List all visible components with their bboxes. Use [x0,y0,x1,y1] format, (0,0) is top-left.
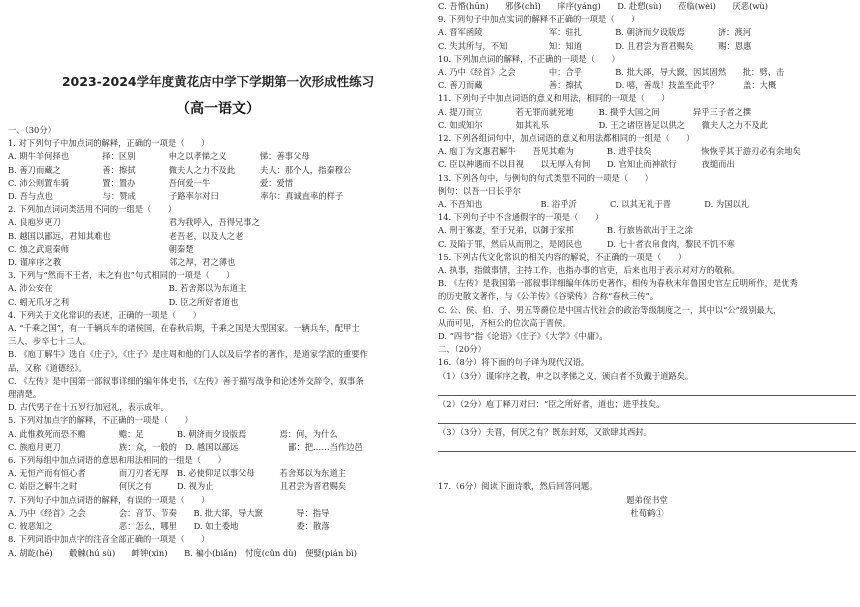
text-line: B. 《左传》是我国第一部叙事详细编年体历史著作，相传为春秋末年鲁国史官左丘明所作，是优秀 [438,278,798,289]
text-line: 13. 下列各句中，与例句的句式类型不同的一项是（ ） [438,172,653,183]
text-line: C. 公、侯、伯、子、男五等爵位是中国古代社会的政治等级制度之一，其中以“公”级别最大， [438,304,782,315]
text-line: 15. 下列古代文化常识的相关内容的解说，不正确的一项是（ ） [438,251,687,262]
text-line: D. “四书”指《论语》《庄子》《大学》《中庸》。 [438,331,608,342]
text-line: 11. 下列句子中加点词语的意义和用法，相同的一项是（ ） [438,93,670,104]
text-line: 5. 下列对加点字的解释，不正确的一项是（ ） [8,415,193,426]
text-line: 品，又称《道德经》。 [8,362,87,373]
text-line: C. 蚓无爪牙之利 D. 臣之所好者道也 [8,296,239,307]
text-line: 16.（8分）将下面的句子译为现代汉语。 [438,357,590,368]
text-line: A. 执事，指做事情，主持工作，也指办事的官吏，后来也用于表示对对方的敬称。 [438,265,740,276]
text-line: A. 不吾知也 B. 浴乎沂 C. 以其无礼于晋 D. 为国以礼 [438,199,750,210]
text-line: A. 乃中《经首》之会 会：音节、节奏 B. 批大郤，导大窾 导：指导 [8,507,330,518]
right-question-list [438,0,856,383]
text-line: 8. 下列词语中加点字的注音全部正确的一项是（ ） [8,534,210,545]
text-line: 10. 下列加点词的解释，不正确的一项是（ ） [438,53,620,64]
text-line: 9. 下列句子中加点实词的解释不正确的一项是（ ） [438,14,640,25]
poem-author: 杜荀鹤① [630,507,664,518]
text-line: A. 期牛羊何择也 择：区别 申之以孝悌之义 悌：善事父母 [8,151,310,162]
answer-line[interactable] [438,411,856,424]
text-line: 3. 下列与“然而不王者，未之有也”句式相同的一项是（ ） [8,270,235,281]
text-line: C. 善刀而藏 善：擦拭 D. 嘻，善哉！技盖至此乎？ 盖：大概 [438,80,777,91]
text-line: C. 沛公则置车骑 置：置办 吾何爱一牛 爱：爱惜 [8,177,294,188]
left-column [8,0,428,607]
text-line: C. 臣以神遇而不以目视 以无厚入有间 D. 官知止而神欲行 夜缒而出 [438,159,735,170]
page-subtitle: （高一语文） [176,101,260,117]
text-line: A. 庖丁为文惠君解牛 吾见其难为 B. 进乎技矣 恢恢乎其于游刃必有余地矣 [438,146,801,157]
text-line: B. 善刀而藏之 善：擦拭 微夫人之力不及此 夫人：那个人，指秦穆公 [8,164,352,175]
text-line: （3）（3分）夫晋，何厌之有？既东封郑，又欲肆其西封。 [438,427,652,438]
text-line: C. 如或知尔 如其礼乐 D. 王之诸臣皆足以供之 微夫人之力不及此 [438,119,768,130]
text-line: 一、（30分） [8,125,56,135]
text-line: 7. 下列句子中加点词语的解释，有误的一项是（ ） [8,494,210,505]
right-column [438,0,856,607]
right-question-list-c [438,426,856,439]
text-line: B. 《庖丁解牛》选自《庄子》，《庄子》是庄周和他的门人以及后学者的著作，是道家学派的重要作 [8,349,368,360]
text-line: 理清楚。 [8,389,42,400]
page-title: 2023-2024学年度黄花店中学下学期第一次形成性练习 [61,74,375,89]
text-line: A. 提刀而立 若无罪而就死地 B. 摄乎大国之间 异乎三子者之撰 [438,106,752,117]
text-line: A. 胡龁(hé) 觳觫(hú sù) 衅钟(xìn) B. 褊小(biǎn) 忖度(cǔn dù) 便嬖(pián bì) [8,547,358,558]
text-line: C. 烛之武退秦师 朝秦楚 [8,243,194,254]
text-line: C. 族庖月更刀 族：众，一般的 D. 越国以鄙远 鄙：把……当作边邑 [8,441,363,452]
text-line: 1. 对下列句子中加点词的解释，正确的一项是（ ） [8,138,210,149]
text-line: B. 越国以鄙远，君知其难也 老吾老，以及人之老 [8,230,244,241]
text-line: 二、（20分） [438,344,486,355]
answer-line[interactable] [438,383,856,396]
text-line: 4. 下列关于文化常识的表述，正确的一项是（ ） [8,309,202,320]
text-line: A. 刑于寡妻，至于兄弟，以御于家邦 B. 行旅皆欲出于王之涂 [438,225,693,236]
text-line: D. 吾与点也 与：赞成 子路率尔对曰 率尔：真诚直率的样子 [8,191,344,202]
text-line: 2. 下列加点词词类活用不同的一组是（ ） [8,204,177,215]
text-line: A. 此惟救死而恐不赡 赡：足 B. 朝济而夕设版焉 焉：何，为什么 [8,428,338,439]
answer-line[interactable] [438,439,856,452]
text-line: D. 古代男子在十五岁行加冠礼，表示成年。 [8,402,169,413]
text-line: C. 吾惛(hūn) 邪侈(chǐ) 庠序(yáng) D. 赴愬(sù) 莅临(wèi) 厌恶(wù) [438,1,769,11]
text-line: C. 《左传》是中国第一部叙事详细的编年体史书，《左传》善于描写战争和论述外交辞令，叙事条 [8,375,364,386]
text-line: A. 乃中《经首》之会 中：合乎 B. 批大郤，导大窾，因其固然 批：劈、击 [438,67,785,78]
text-line: A. “千乘之国”，有一千辆兵车的诸侯国，在春秋后期，千乘之国是大型国家。一辆兵车，配甲士 [8,323,360,334]
text-line: C. 彼恶知之 恶：怎么，哪里 D. 如土委地 委：散落 [8,521,330,532]
left-question-list [8,124,428,560]
text-line: D. 谨庠序之教 邻之厚，君之薄也 [8,257,236,268]
text-line: 6. 下列每组中加点词语的意思和用法相同的一组是（ ） [8,455,226,466]
text-line: C. 及陷于罪，然后从而刑之，是罔民也 D. 七十者衣帛食肉，黎民不饥不寒 [438,238,735,249]
text-line: （2）（2分）庖丁释刀对曰：“臣之所好者，道也；进乎技矣。 [438,398,665,409]
text-line: A. 无恒产而有恒心者 而刀刃者无厚 B. 必使仰足以事父母 若舍郑以为东道主 [8,468,346,479]
text-line: （1）（3分）谨庠序之教，申之以孝悌之义，颁白者不负戴于道路矣。 [438,370,694,381]
text-line: 的历史散文著作，与《公羊传》《谷梁传》合称“春秋三传”。 [438,291,659,302]
text-line: 从而可见，齐桓公的位次高于晋侯。 [438,317,571,328]
text-line: A. 晋军函陵 军：驻扎 B. 朝济而夕设版焉 济：渡河 [438,27,752,38]
question-17-prompt: 17.（6分）阅读下面诗歌，然后回答问题。 [438,481,598,492]
text-line: 三人，步卒七十二人。 [8,336,91,347]
poem-title: 题弟侄书堂 [626,494,668,505]
right-question-list-b [438,398,856,411]
text-line: 例句：以吾一日长乎尔 [438,185,521,196]
text-line: C. 始臣之解牛之时 何厌之有 D. 视为止 且君尝为晋君赐矣 [8,481,347,492]
text-line: A. 良庖岁更刀 君为我呼入，吾得兄事之 [8,217,260,228]
text-line: C. 失其所与，不知 知：知道 D. 且君尝为晋君赐矣 赐：恩惠 [438,40,752,51]
text-line: 14. 下列句子中不含通假字的一项是（ ） [438,212,604,223]
text-line: A. 沛公安在 B. 若舍郑以为东道主 [8,283,247,294]
text-line: 12. 下列各组词句中，加点词语的意义和用法都相同的一组是（ ） [438,133,695,144]
